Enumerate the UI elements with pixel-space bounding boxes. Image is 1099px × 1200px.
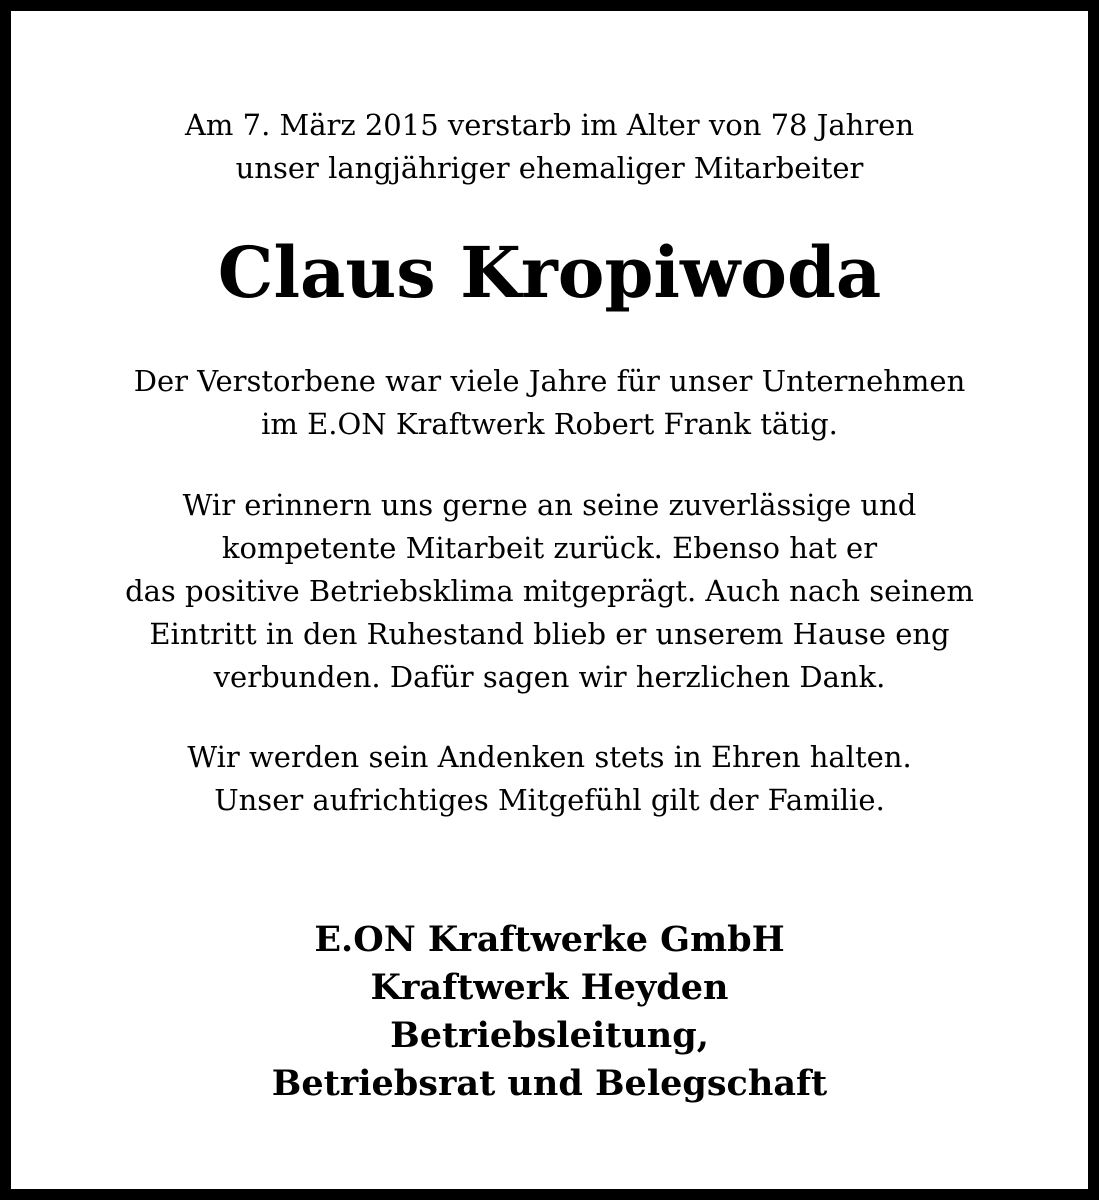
intro-line-2: unser langjähriger ehemaliger Mitarbeiter [235, 151, 864, 185]
paragraph-line: Wir erinnern uns gerne an seine zuverlässige und [182, 488, 917, 522]
paragraph-line: verbunden. Dafür sagen wir herzlichen Dank. [213, 660, 886, 694]
intro-line-1: Am 7. März 2015 verstarb im Alter von 78 Jahren [184, 108, 915, 142]
paragraph-tribute [22, 484, 1077, 699]
paragraph-line: Wir werden sein Andenken stets in Ehren halten. [187, 740, 912, 774]
signature-plant: Kraftwerk Heyden [370, 967, 729, 1008]
paragraph-line: im E.ON Kraftwerk Robert Frank tätig. [261, 407, 838, 441]
paragraph-line: kompetente Mitarbeit zurück. Ebenso hat er [221, 531, 878, 565]
paragraph-line: das positive Betriebsklima mitgeprägt. Auch nach seinem [125, 574, 974, 608]
paragraph-line: Eintritt in den Ruhestand blieb er unserem Hause eng [149, 617, 950, 651]
signature-company: E.ON Kraftwerke GmbH [314, 919, 785, 960]
paragraph-employment [22, 360, 1077, 446]
signature-block [22, 916, 1077, 1108]
intro-text [22, 104, 1077, 190]
paragraph-line: Der Verstorbene war viele Jahre für unser Unternehmen [133, 364, 966, 398]
deceased-name: Claus Kropiwoda [217, 231, 882, 314]
paragraph-line: Unser aufrichtiges Mitgefühl gilt der Familie. [214, 783, 885, 817]
signature-management: Betriebsleitung, [390, 1015, 709, 1056]
signature-staff: Betriebsrat und Belegschaft [271, 1063, 828, 1104]
paragraph-condolence [22, 736, 1077, 822]
